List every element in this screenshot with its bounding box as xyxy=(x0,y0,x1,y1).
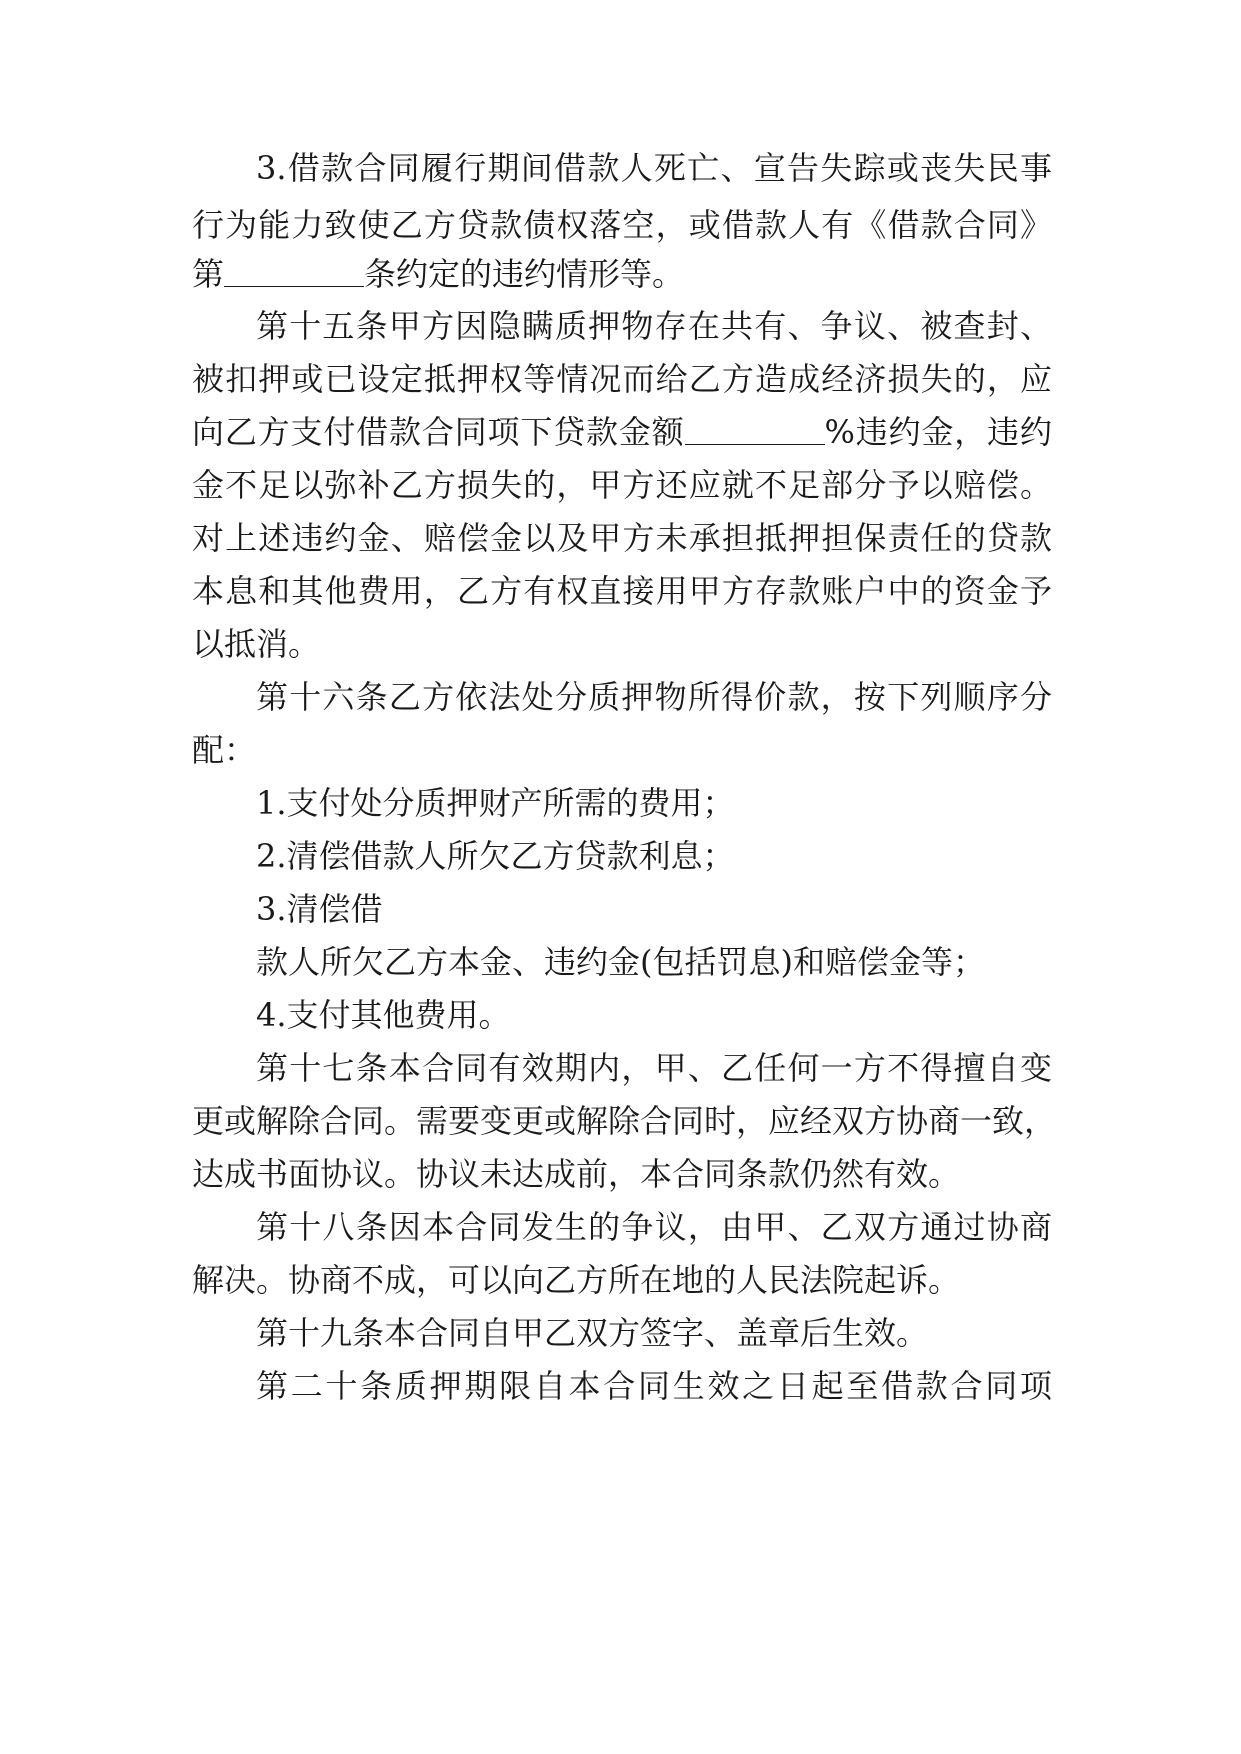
paragraph-line: 配： xyxy=(192,731,257,769)
paragraph-line: 第十五条甲方因隐瞒质押物存在共有、争议、被查封、 xyxy=(256,307,1052,345)
paragraph-line: 第十八条因本合同发生的争议，由甲、乙双方通过协商 xyxy=(256,1208,1052,1246)
article-suffix: 条约定的违约情形等。 xyxy=(364,255,685,293)
paragraph-line: 更或解除合同。需要变更或解除合同时，应经双方协商一致， xyxy=(192,1102,1057,1140)
article-prefix: 第 xyxy=(192,255,225,293)
paragraph-line: 被扣押或已设定抵押权等情况而给乙方造成经济损失的，应 xyxy=(192,360,1052,398)
list-item: 3.清偿借 xyxy=(256,890,383,928)
blank-field xyxy=(685,410,825,445)
paragraph-line xyxy=(192,252,1052,296)
list-item: 款人所欠乙方本金、违约金(包括罚息)和赔偿金等； xyxy=(256,943,985,981)
paragraph-line: 对上述违约金、赔偿金以及甲方未承担抵押担保责任的贷款 xyxy=(192,519,1052,557)
paragraph-line xyxy=(192,410,1052,454)
paragraph-line: 3.借款合同履行期间借款人死亡、宣告失踪或丧失民事 xyxy=(256,149,1052,187)
paragraph-line: 金不足以弥补乙方损失的，甲方还应就不足部分予以赔偿。 xyxy=(192,466,1052,504)
paragraph-line: 第十九条本合同自甲乙双方签字、盖章后生效。 xyxy=(256,1314,929,1352)
paragraph-line: 以抵消。 xyxy=(192,625,321,663)
paragraph-line: 行为能力致使乙方贷款债权落空，或借款人有《借款合同》 xyxy=(192,206,1052,244)
paragraph-line: 第二十条质押期限自本合同生效之日起至借款合同项 xyxy=(256,1367,1052,1405)
list-item: 2.清偿借款人所欠乙方贷款利息； xyxy=(256,837,735,875)
list-item: 1.支付处分质押财产所需的费用； xyxy=(256,784,735,822)
paragraph-line: 解决。协商不成，可以向乙方所在地的人民法院起诉。 xyxy=(192,1261,961,1299)
paragraph-line: 达成书面协议。协议未达成前，本合同条款仍然有效。 xyxy=(192,1155,961,1193)
amount-prefix: 向乙方支付借款合同项下贷款金额 xyxy=(192,413,685,451)
paragraph-line: 本息和其他费用，乙方有权直接用甲方存款账户中的资金予 xyxy=(192,572,1052,610)
paragraph-line: 第十六条乙方依法处分质押物所得价款，按下列顺序分 xyxy=(256,678,1052,716)
blank-field xyxy=(224,252,364,287)
paragraph-line: 第十七条本合同有效期内，甲、乙任何一方不得擅自变 xyxy=(256,1049,1052,1087)
amount-suffix: %违约金，违约 xyxy=(824,413,1052,451)
list-item: 4.支付其他费用。 xyxy=(256,996,511,1034)
